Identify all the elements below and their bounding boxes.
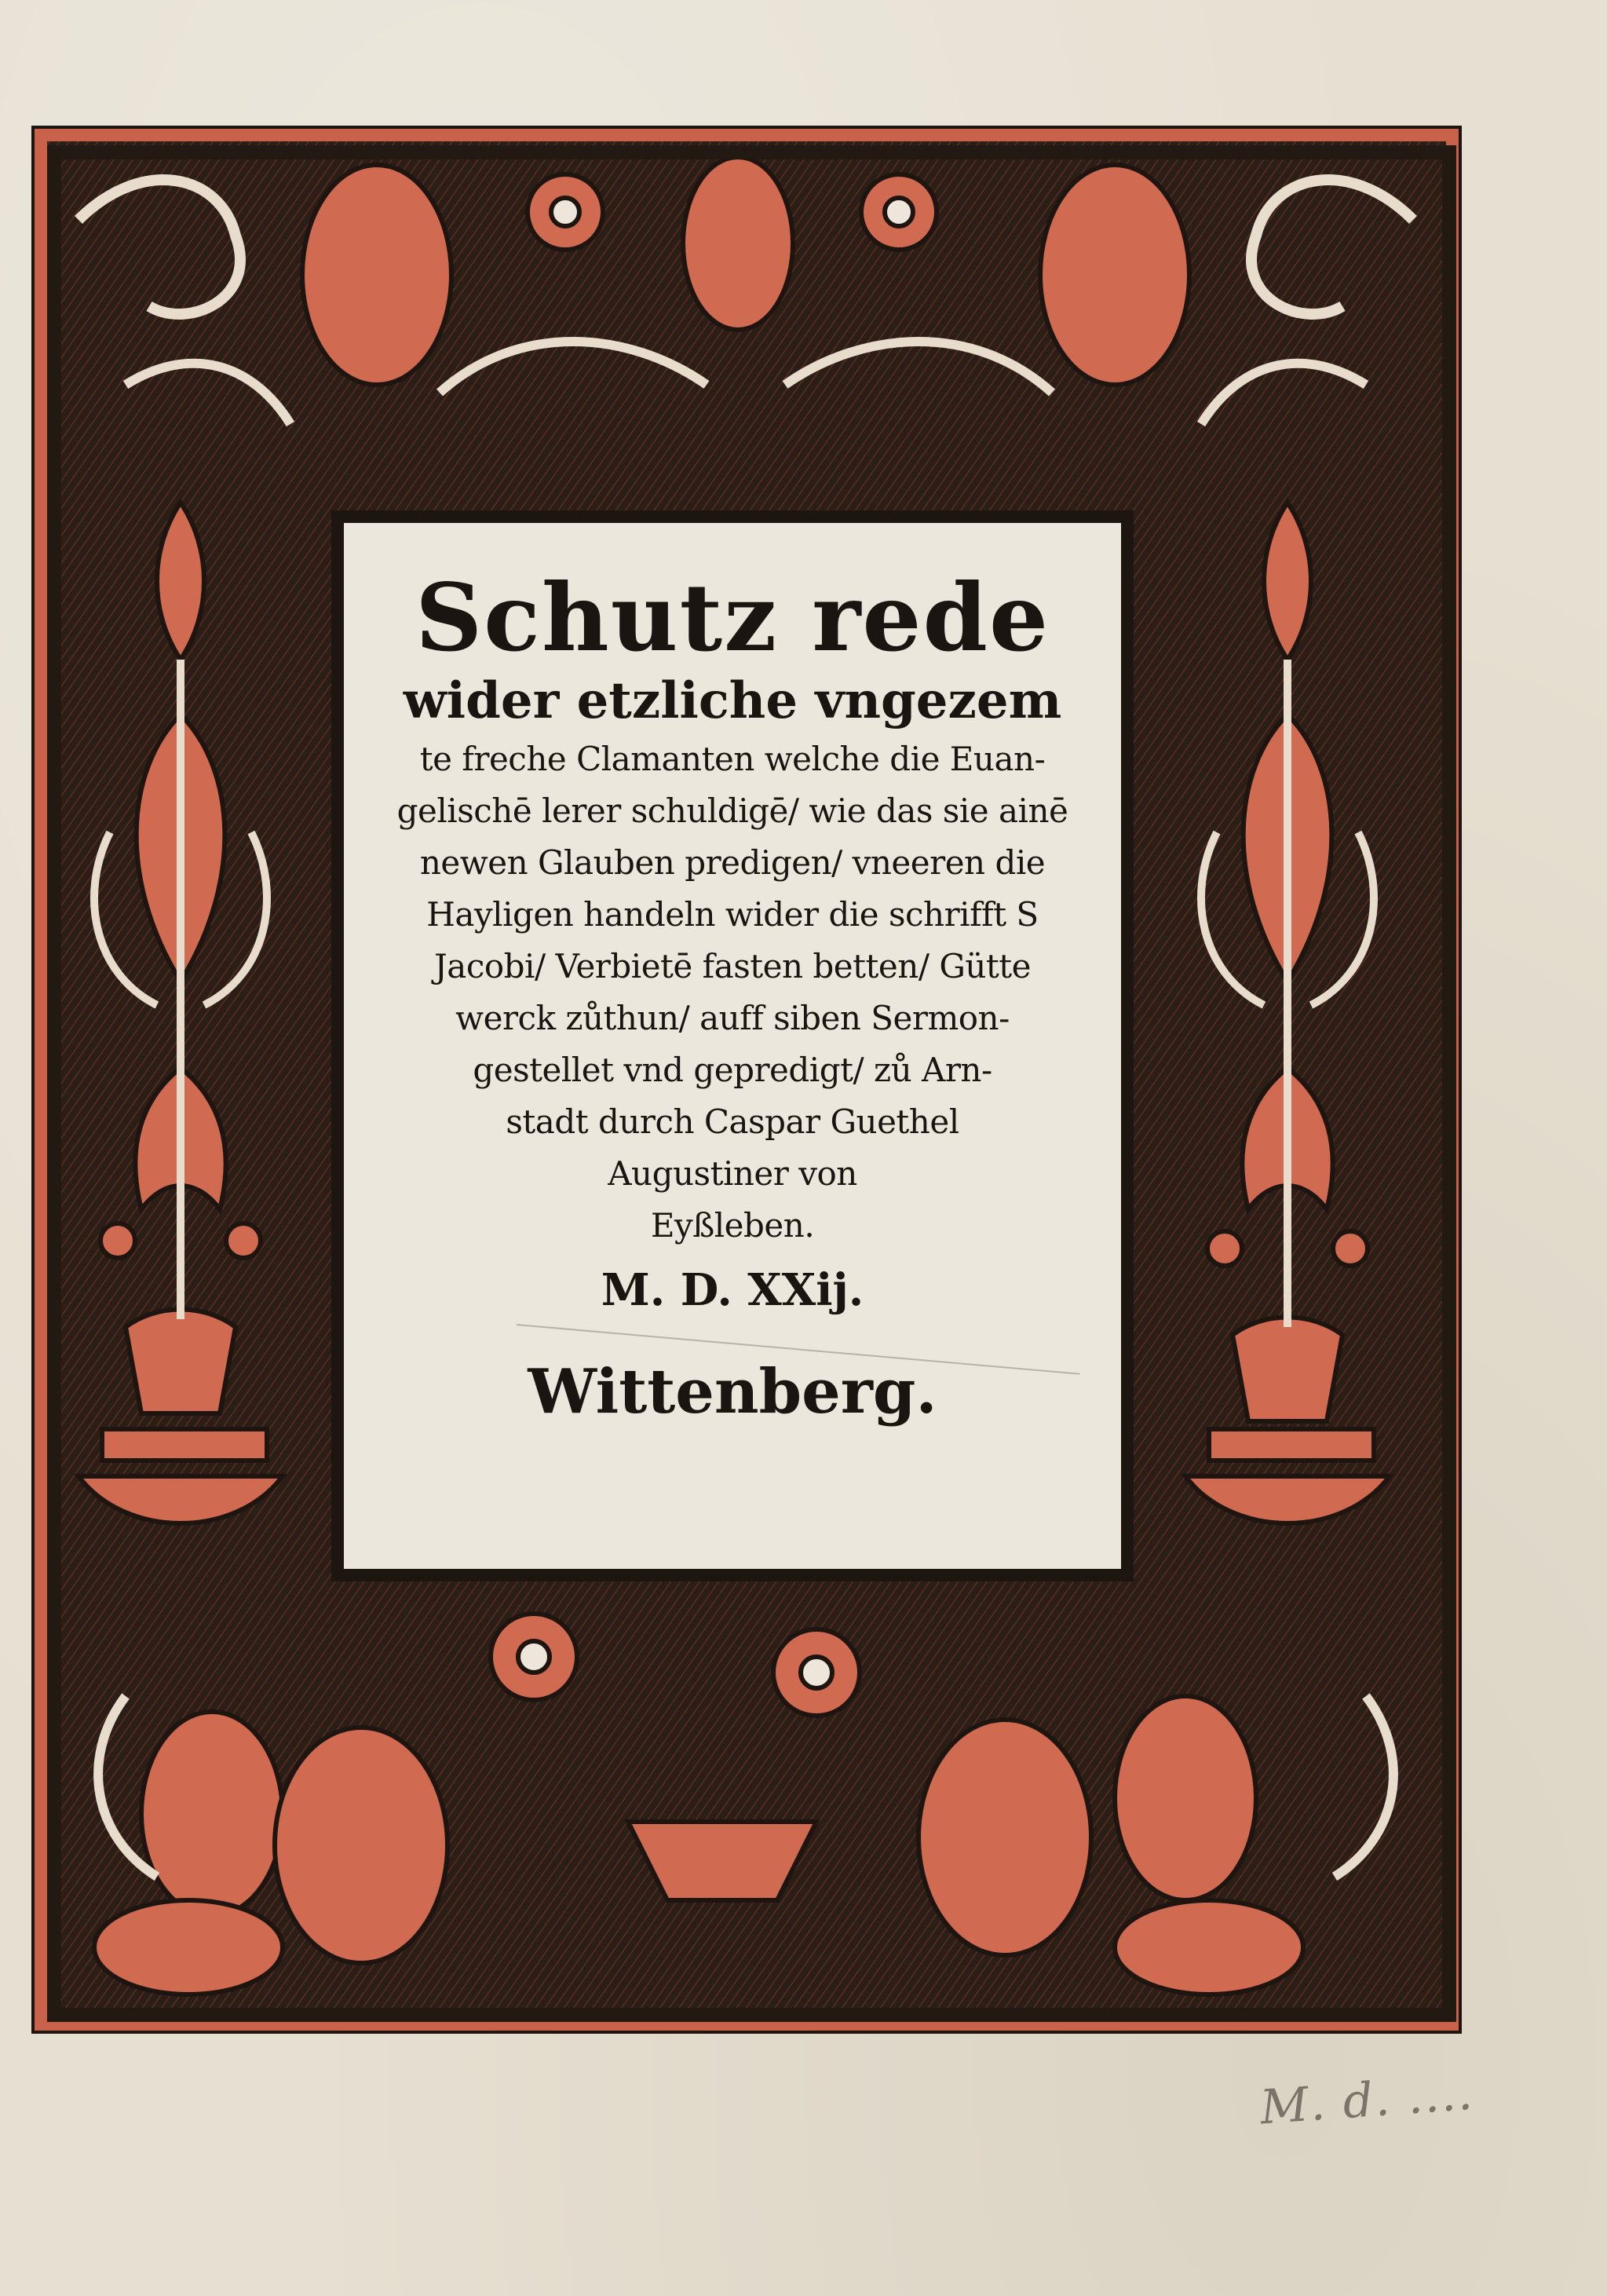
title-line-11: Eyßleben. [650,1206,815,1245]
title-line-5: Hayligen handeln wider die schrifft S [426,895,1039,934]
title-line-3: gelischē lerer schuldigē/ wie das sie ainē [396,792,1068,830]
title-panel [331,510,1134,1581]
title-line-10: Augustiner von [608,1154,857,1193]
imprint-place: Wittenberg. [528,1356,937,1428]
title: Schutz rede [415,563,1050,672]
imprint-date: M. D. XXij. [601,1264,864,1316]
title-line-8: gestellet vnd gepredigt/ zů Arn- [473,1051,992,1089]
title-line-9: stadt durch Caspar Guethel [506,1102,959,1141]
title-text-block [344,523,1121,1569]
title-line-6: Jacobi/ Verbietē fasten betten/ Gütte [433,947,1032,985]
handwritten-annotation: M. d. .... [1258,2065,1476,2136]
title-line-1: wider etzliche vngezem [403,671,1062,730]
title-line-4: newen Glauben predigen/ vneeren die [419,843,1046,882]
title-line-7: werck zůthun/ auff siben Sermon- [455,999,1010,1037]
title-line-2: te freche Clamanten welche die Euan- [419,740,1046,778]
